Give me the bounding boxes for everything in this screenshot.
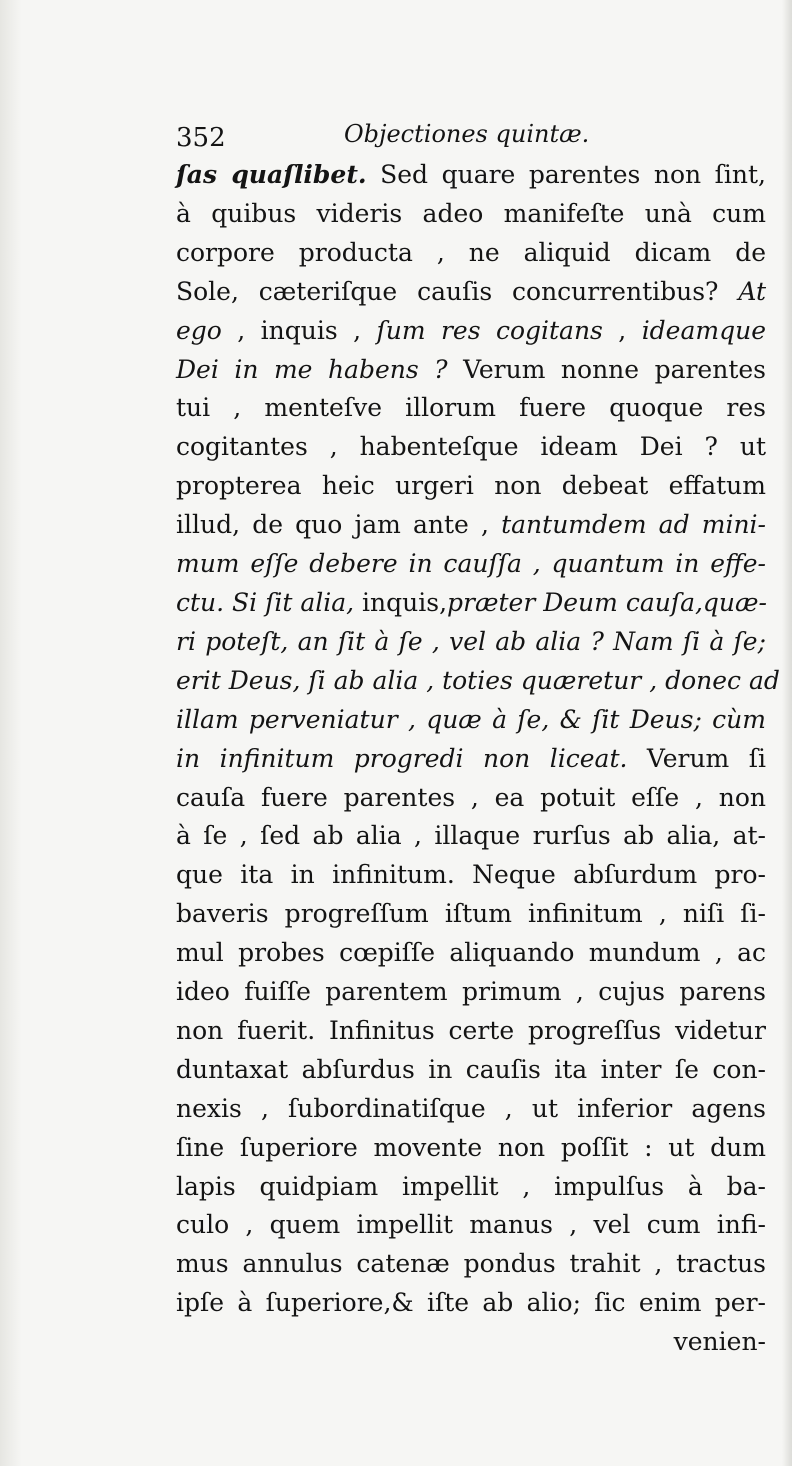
text-run: tui , menteſve illorum fuere quoque res	[176, 393, 766, 423]
italic-run: illam perveniatur , quæ à ſe, & ſit Deus; cùm	[176, 704, 766, 734]
text-line	[176, 389, 766, 428]
italic-run: erit Deus, ſi ab alia , toties quæretur , donec ad	[176, 665, 780, 695]
text-line	[176, 1012, 766, 1051]
text-block	[176, 112, 780, 1362]
text-line	[176, 662, 780, 701]
text-line	[176, 467, 766, 506]
text-line	[176, 817, 766, 856]
italic-run: At	[738, 276, 766, 306]
italic-run: ctu. Si ſit alia,	[176, 587, 355, 617]
italic-run: ſum res cogitans	[376, 315, 603, 345]
text-line	[176, 312, 766, 351]
text-line	[176, 1284, 766, 1323]
text-run: inquis,	[354, 587, 448, 617]
text-run: Sed quare parentes non ſint,	[366, 160, 766, 189]
text-run: mul probes cœpiſſe aliquando mundum , ac	[176, 938, 766, 968]
text-line	[176, 351, 766, 390]
text-run: lapis quidpiam impellit , impulſus à ba-	[176, 1171, 766, 1201]
text-line	[176, 234, 766, 273]
text-run: Sole, cæteriſque cauſis concurrentibus?	[176, 276, 739, 306]
text-run: Verum nonne parentes	[447, 354, 766, 384]
text-run: mus annulus catenæ pondus trahit , tractus	[176, 1249, 766, 1279]
text-line	[176, 934, 766, 973]
italic-run: ideamque	[641, 315, 766, 345]
text-line	[176, 1090, 766, 1129]
text-run: Verum ſi	[627, 743, 766, 773]
text-run: culo , quem impellit manus , vel cum infi-	[176, 1210, 766, 1240]
text-run: nexis , ſubordinatiſque , ut inferior agens	[176, 1093, 766, 1123]
text-line	[176, 701, 766, 740]
text-run: propterea heic urgeri non debeat effatum	[176, 471, 766, 501]
italic-run: tantumdem ad mini-	[501, 510, 766, 540]
text-run: à ſe , ſed ab alia , illaque rurſus ab alia, at-	[176, 821, 766, 851]
text-line	[176, 506, 766, 545]
text-run: duntaxat abſurdus in cauſis ita inter ſe con-	[176, 1054, 766, 1084]
text-line	[176, 1245, 766, 1284]
page-number: 352	[176, 123, 226, 153]
text-run: baveris progreſſum iſtum infinitum , niſi ſi-	[176, 899, 766, 929]
text-line	[176, 623, 766, 662]
text-line	[176, 856, 766, 895]
text-run: venien-	[673, 1327, 766, 1357]
text-run: ſine ſuperiore movente non poſſit : ut dum	[176, 1132, 766, 1162]
text-run: ipſe à ſuperiore,& iſte ab alio; ſic enim per-	[176, 1288, 766, 1318]
text-line	[176, 1051, 766, 1090]
italic-run: ego	[176, 315, 222, 345]
italic-run: ri poteſt, an ſit à ſe , vel ab alia ? Nam ſi à ſe;	[176, 626, 766, 656]
text-run: cauſa fuere parentes , ea potuit eſſe , non	[176, 782, 766, 812]
text-line	[176, 273, 766, 312]
text-run: ,	[602, 315, 642, 345]
page-gutter-shadow	[0, 0, 22, 1466]
body-text	[176, 156, 780, 1362]
text-line	[176, 584, 766, 623]
text-line	[176, 545, 766, 584]
italic-run: in infinitum progredi non liceat.	[176, 743, 628, 773]
text-run: que ita in infinitum. Neque abſurdum pro-	[176, 860, 766, 890]
text-run: à quibus videris adeo manifeſte unà cum	[176, 198, 766, 228]
text-line	[176, 195, 766, 234]
page-edge-shadow	[782, 0, 792, 1466]
text-run: non fuerit. Infinitus certe progreſſus videtur	[176, 1015, 766, 1045]
text-line	[176, 1129, 766, 1168]
text-run: ideo fuiſſe parentem primum , cujus parens	[176, 977, 766, 1007]
text-line	[176, 895, 766, 934]
italic-run: præter Deum cauſa,quæ-	[447, 587, 767, 617]
text-line	[176, 740, 766, 779]
text-run: , inquis ,	[221, 315, 377, 345]
text-line	[176, 973, 766, 1012]
text-line	[176, 428, 766, 467]
text-run: illud, de quo jam ante ,	[176, 510, 502, 540]
italic-run: ſas quaſlibet.	[176, 160, 367, 189]
running-head	[176, 112, 766, 156]
italic-run: mum eſſe debere in cauſſa , quantum in effe-	[176, 549, 766, 579]
running-title: Objectiones quintæ.	[344, 120, 590, 148]
italic-run: Dei in me habens ?	[176, 354, 448, 384]
text-line	[176, 779, 766, 818]
text-line	[176, 156, 766, 195]
text-line	[176, 1323, 766, 1362]
text-line	[176, 1168, 766, 1207]
text-run: cogitantes , habenteſque ideam Dei ? ut	[176, 432, 766, 462]
text-run: corpore producta , ne aliquid dicam de	[176, 237, 766, 267]
text-line	[176, 1206, 766, 1245]
